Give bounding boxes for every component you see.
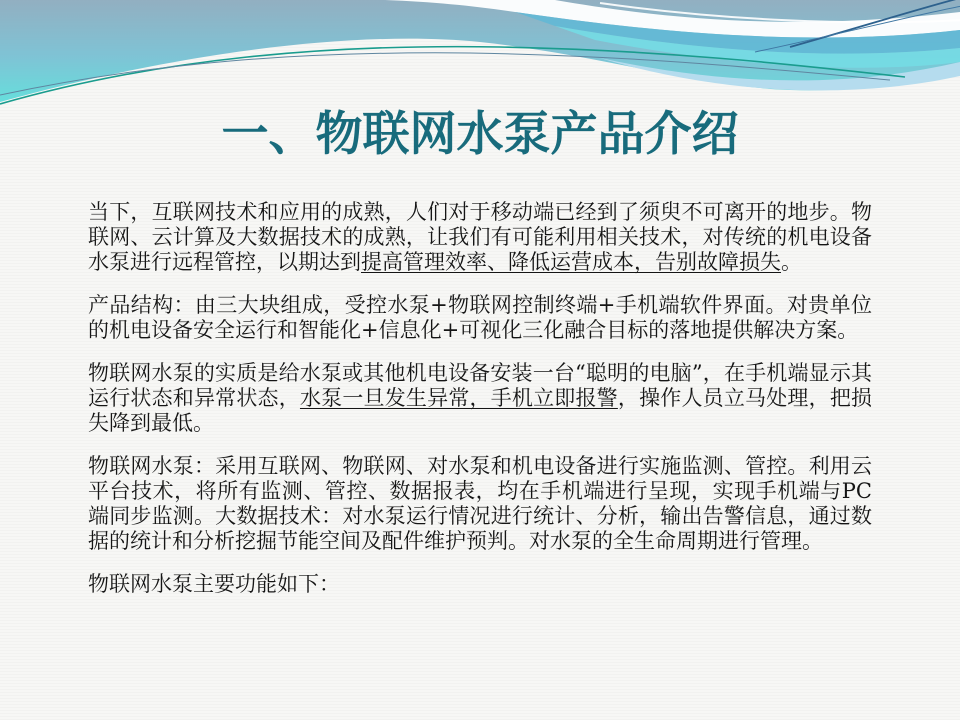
slide-title: 一、物联网水泵产品介绍 <box>221 107 739 162</box>
text-run: 物联网水泵主要功能如下： <box>88 572 340 596</box>
body-paragraph-2 <box>88 293 872 343</box>
header-wave-decoration <box>0 0 960 210</box>
underlined-text: 水泵一旦发生异常，手机立即报警 <box>299 386 618 410</box>
text-run: 物联网水泵的实质是给水泵或其他机电设备安装一台“聪明的电脑”，在手机端显示其运行状态和异常状态， <box>88 361 872 410</box>
body-paragraph-5 <box>88 572 872 597</box>
slide-body <box>88 200 872 615</box>
text-run: 当下，互联网技术和应用的成熟，人们对于移动端已经到了须臾不可离开的地步。物联网、云计算及大数据技术的成熟，让我们有可能利用相关技术，对传统的机电设备水泵进行远程管控，以期达到 <box>88 200 872 274</box>
body-paragraph-4 <box>88 454 872 554</box>
underlined-text: 提高管理效率、降低运营成本，告别故障损失 <box>361 250 781 274</box>
body-paragraph-3 <box>88 361 872 436</box>
body-paragraph-1 <box>88 200 872 275</box>
text-run: 。 <box>781 250 802 274</box>
text-run: ，操作人员立马处理，把损失降到最低。 <box>88 386 873 435</box>
text-run: 产品结构：由三大块组成，受控水泵+物联网控制终端+手机端软件界面。对贵单位的机电设备安全运行和智能化+信息化+可视化三化融合目标的落地提供解决方案。 <box>88 293 872 342</box>
text-run: 物联网水泵：采用互联网、物联网、对水泵和机电设备进行实施监测、管控。利用云平台技术，将所有监测、管控、数据报表，均在手机端进行呈现，实现手机端与PC端同步监测。大数据技术：对水泵运行情况进行统计、分析，输出告警信息，通过数据的统计和分析挖掘节能空间及配件维护预判。对水泵的全生命周期进行管理。 <box>88 454 872 553</box>
